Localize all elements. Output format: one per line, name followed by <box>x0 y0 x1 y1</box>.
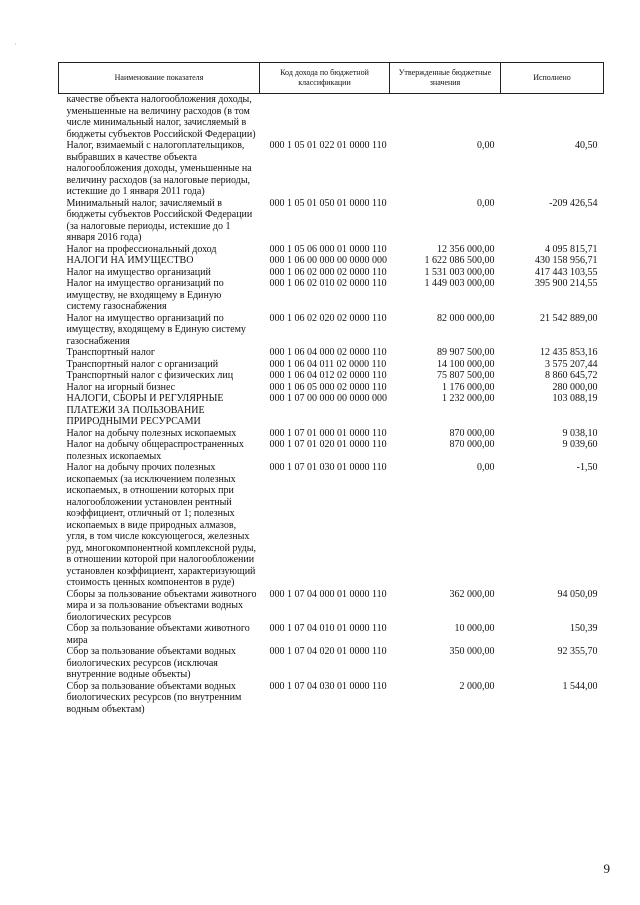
row-exec: 4 095 815,71 <box>545 243 598 255</box>
table-row <box>59 681 604 716</box>
row-plan: 350 000,00 <box>449 646 495 657</box>
table-row <box>59 267 604 279</box>
row-plan <box>390 94 501 141</box>
row-exec: 94 050,09 <box>557 588 598 600</box>
row-exec: 395 900 214,55 <box>535 278 598 289</box>
row-exec: 40,50 <box>575 140 598 151</box>
revenue-table <box>58 62 604 715</box>
row-plan: 2 000,00 <box>459 680 495 692</box>
row-plan: 0,00 <box>477 462 495 473</box>
table-row <box>59 94 604 141</box>
table-row <box>59 439 604 462</box>
header-code: Код дохода по бюджетной классификации <box>260 63 390 94</box>
row-plan: 12 356 000,00 <box>437 243 495 255</box>
row-code: 000 1 07 04 000 01 0000 110 <box>269 588 387 600</box>
row-exec: 21 542 889,00 <box>540 312 598 324</box>
row-code: 000 1 07 01 020 01 0000 110 <box>269 439 387 450</box>
row-code: 000 1 05 01 022 01 0000 110 <box>269 140 387 151</box>
table-body <box>59 94 604 716</box>
row-code: 000 1 06 02 020 02 0000 110 <box>269 312 387 324</box>
table-row <box>59 370 604 382</box>
row-plan: 75 807 500,00 <box>437 370 495 381</box>
row-name: НАЛОГИ, СБОРЫ И РЕГУЛЯРНЫЕ ПЛАТЕЖИ ЗА ПОЛЬЗОВАНИЕ ПРИРОДНЫМИ РЕСУРСАМИ <box>66 393 224 427</box>
table-row <box>59 347 604 359</box>
row-plan: 0,00 <box>477 197 495 209</box>
scan-mark: · <box>14 40 17 49</box>
row-plan: 1 449 003 000,00 <box>424 278 495 289</box>
row-code: 000 1 06 04 012 02 0000 110 <box>269 370 387 381</box>
header-exec: Исполнено <box>501 63 604 94</box>
row-exec: -209 426,54 <box>549 197 598 209</box>
table-row <box>59 255 604 267</box>
row-code: 000 1 05 06 000 01 0000 110 <box>269 243 387 255</box>
row-plan: 82 000 000,00 <box>437 312 495 324</box>
row-exec: 280 000,00 <box>552 381 598 393</box>
row-code: 000 1 07 01 000 01 0000 110 <box>269 427 387 439</box>
row-name: Сбор за пользование объектами водных биологических ресурсов (по внутренним водным объектам) <box>66 680 242 715</box>
page-number: 9 <box>603 861 610 876</box>
row-name: Налог на имущество организаций <box>66 266 211 278</box>
row-code: 000 1 07 04 010 01 0000 110 <box>269 623 387 634</box>
row-code: 000 1 07 04 030 01 0000 110 <box>269 680 387 692</box>
row-exec: -1,50 <box>576 462 598 473</box>
row-exec: 417 443 103,55 <box>535 266 598 278</box>
table-row <box>59 140 604 198</box>
row-name: Налог на добычу прочих полезных ископаемых (за исключением полезных ископаемых, в отношении которых при налогообложении установлен рентный коэффициент, отличный от 1; полезных ископаемых в виде природных алмазов, угля, в том числе коксующегося, железных руд, многокомпонентной комплексной руды, в отношении которой при налогообложении установлен коэффициент, характеризующий стоимость ценных компонентов в руде) <box>66 462 256 588</box>
row-code: 000 1 06 04 011 02 0000 110 <box>269 358 387 370</box>
row-name: Минимальный налог, зачисляемый в бюджеты субъектов Российской Федерации (за налоговые периоды, истекшие до 1 января 2016 года) <box>66 197 253 243</box>
row-code: 000 1 07 04 020 01 0000 110 <box>269 646 387 657</box>
table-header <box>59 63 604 94</box>
row-code: 000 1 06 04 000 02 0000 110 <box>269 347 387 358</box>
row-exec: 9 039,60 <box>562 439 598 450</box>
row-name: Налог на добычу общераспространенных полезных ископаемых <box>66 439 244 462</box>
row-code: 000 1 06 02 010 02 0000 110 <box>269 278 387 289</box>
row-plan: 870 000,00 <box>449 427 495 439</box>
row-plan: 10 000,00 <box>454 623 495 634</box>
row-name: Налог на профессиональный доход <box>66 243 217 255</box>
row-plan: 1 622 086 500,00 <box>424 255 495 266</box>
row-exec <box>501 94 604 141</box>
table-row <box>59 198 604 244</box>
row-plan: 870 000,00 <box>449 439 495 450</box>
row-name: Сбор за пользование объектами водных биологических ресурсов (исключая внутренние водные объекты) <box>66 646 236 680</box>
row-name: Транспортный налог с организаций <box>66 358 219 370</box>
row-plan: 14 100 000,00 <box>437 358 495 370</box>
row-name: Налог, взимаемый с налогоплательщиков, выбравших в качестве объекта налогообложения доходы, уменьшенные на величину расходов (за налоговые периоды, истекшие до 1 января 2011 года) <box>66 140 252 197</box>
row-exec: 9 038,10 <box>562 427 598 439</box>
row-name: Налог на добычу полезных ископаемых <box>66 427 237 439</box>
header-name: Наименование показателя <box>59 63 260 94</box>
row-code <box>260 94 390 141</box>
row-name: Налог на имущество организаций по имуществу, не входящему в Единую систему газоснабжения <box>66 278 224 312</box>
row-exec: 430 158 956,71 <box>535 255 598 266</box>
header-plan: Утвержденные бюджетные значения <box>390 63 501 94</box>
row-code: 000 1 06 00 000 00 0000 000 <box>269 255 387 266</box>
table-row <box>59 244 604 256</box>
row-plan: 0,00 <box>477 140 495 151</box>
row-exec: 12 435 853,16 <box>540 347 598 358</box>
row-code: 000 1 07 01 030 01 0000 110 <box>269 462 387 473</box>
table-row <box>59 589 604 624</box>
row-plan: 1 232 000,00 <box>442 393 495 404</box>
row-name: НАЛОГИ НА ИМУЩЕСТВО <box>66 255 194 266</box>
table-row <box>59 278 604 313</box>
row-exec: 150,39 <box>570 623 598 634</box>
row-code: 000 1 06 05 000 02 0000 110 <box>269 381 387 393</box>
row-exec: 3 575 207,44 <box>545 358 598 370</box>
row-name: качестве объекта налогообложения доходы, уменьшенные на величину расходов (в том числе минимальный налог, зачисляемый в бюджеты субъектов Российской Федерации) <box>66 94 256 140</box>
table-row <box>59 382 604 394</box>
row-name: Налог на игорный бизнес <box>66 381 176 393</box>
row-name: Транспортный налог <box>66 347 155 358</box>
row-exec: 92 355,70 <box>557 646 598 657</box>
row-code: 000 1 07 00 000 00 0000 000 <box>269 393 387 404</box>
row-exec: 1 544,00 <box>562 680 598 692</box>
row-plan: 89 907 500,00 <box>437 347 495 358</box>
table-row <box>59 462 604 589</box>
table-row <box>59 623 604 646</box>
row-name: Сбор за пользование объектами животного мира <box>66 623 250 646</box>
row-code: 000 1 06 02 000 02 0000 110 <box>269 266 387 278</box>
table-row <box>59 428 604 440</box>
table-row <box>59 313 604 348</box>
row-plan: 1 531 003 000,00 <box>424 266 495 278</box>
row-code: 000 1 05 01 050 01 0000 110 <box>269 197 387 209</box>
row-plan: 362 000,00 <box>449 588 495 600</box>
row-exec: 8 860 645,72 <box>545 370 598 381</box>
table-row <box>59 359 604 371</box>
row-name: Транспортный налог с физических лиц <box>66 370 234 381</box>
row-plan: 1 176 000,00 <box>442 381 495 393</box>
row-name: Налог на имущество организаций по имуществу, входящему в Единую систему газоснабжения <box>66 312 246 347</box>
row-exec: 103 088,19 <box>552 393 598 404</box>
table-row <box>59 646 604 681</box>
row-name: Сборы за пользование объектами животного мира и за пользование объектами водных биологических ресурсов <box>66 588 257 623</box>
table-row <box>59 393 604 428</box>
